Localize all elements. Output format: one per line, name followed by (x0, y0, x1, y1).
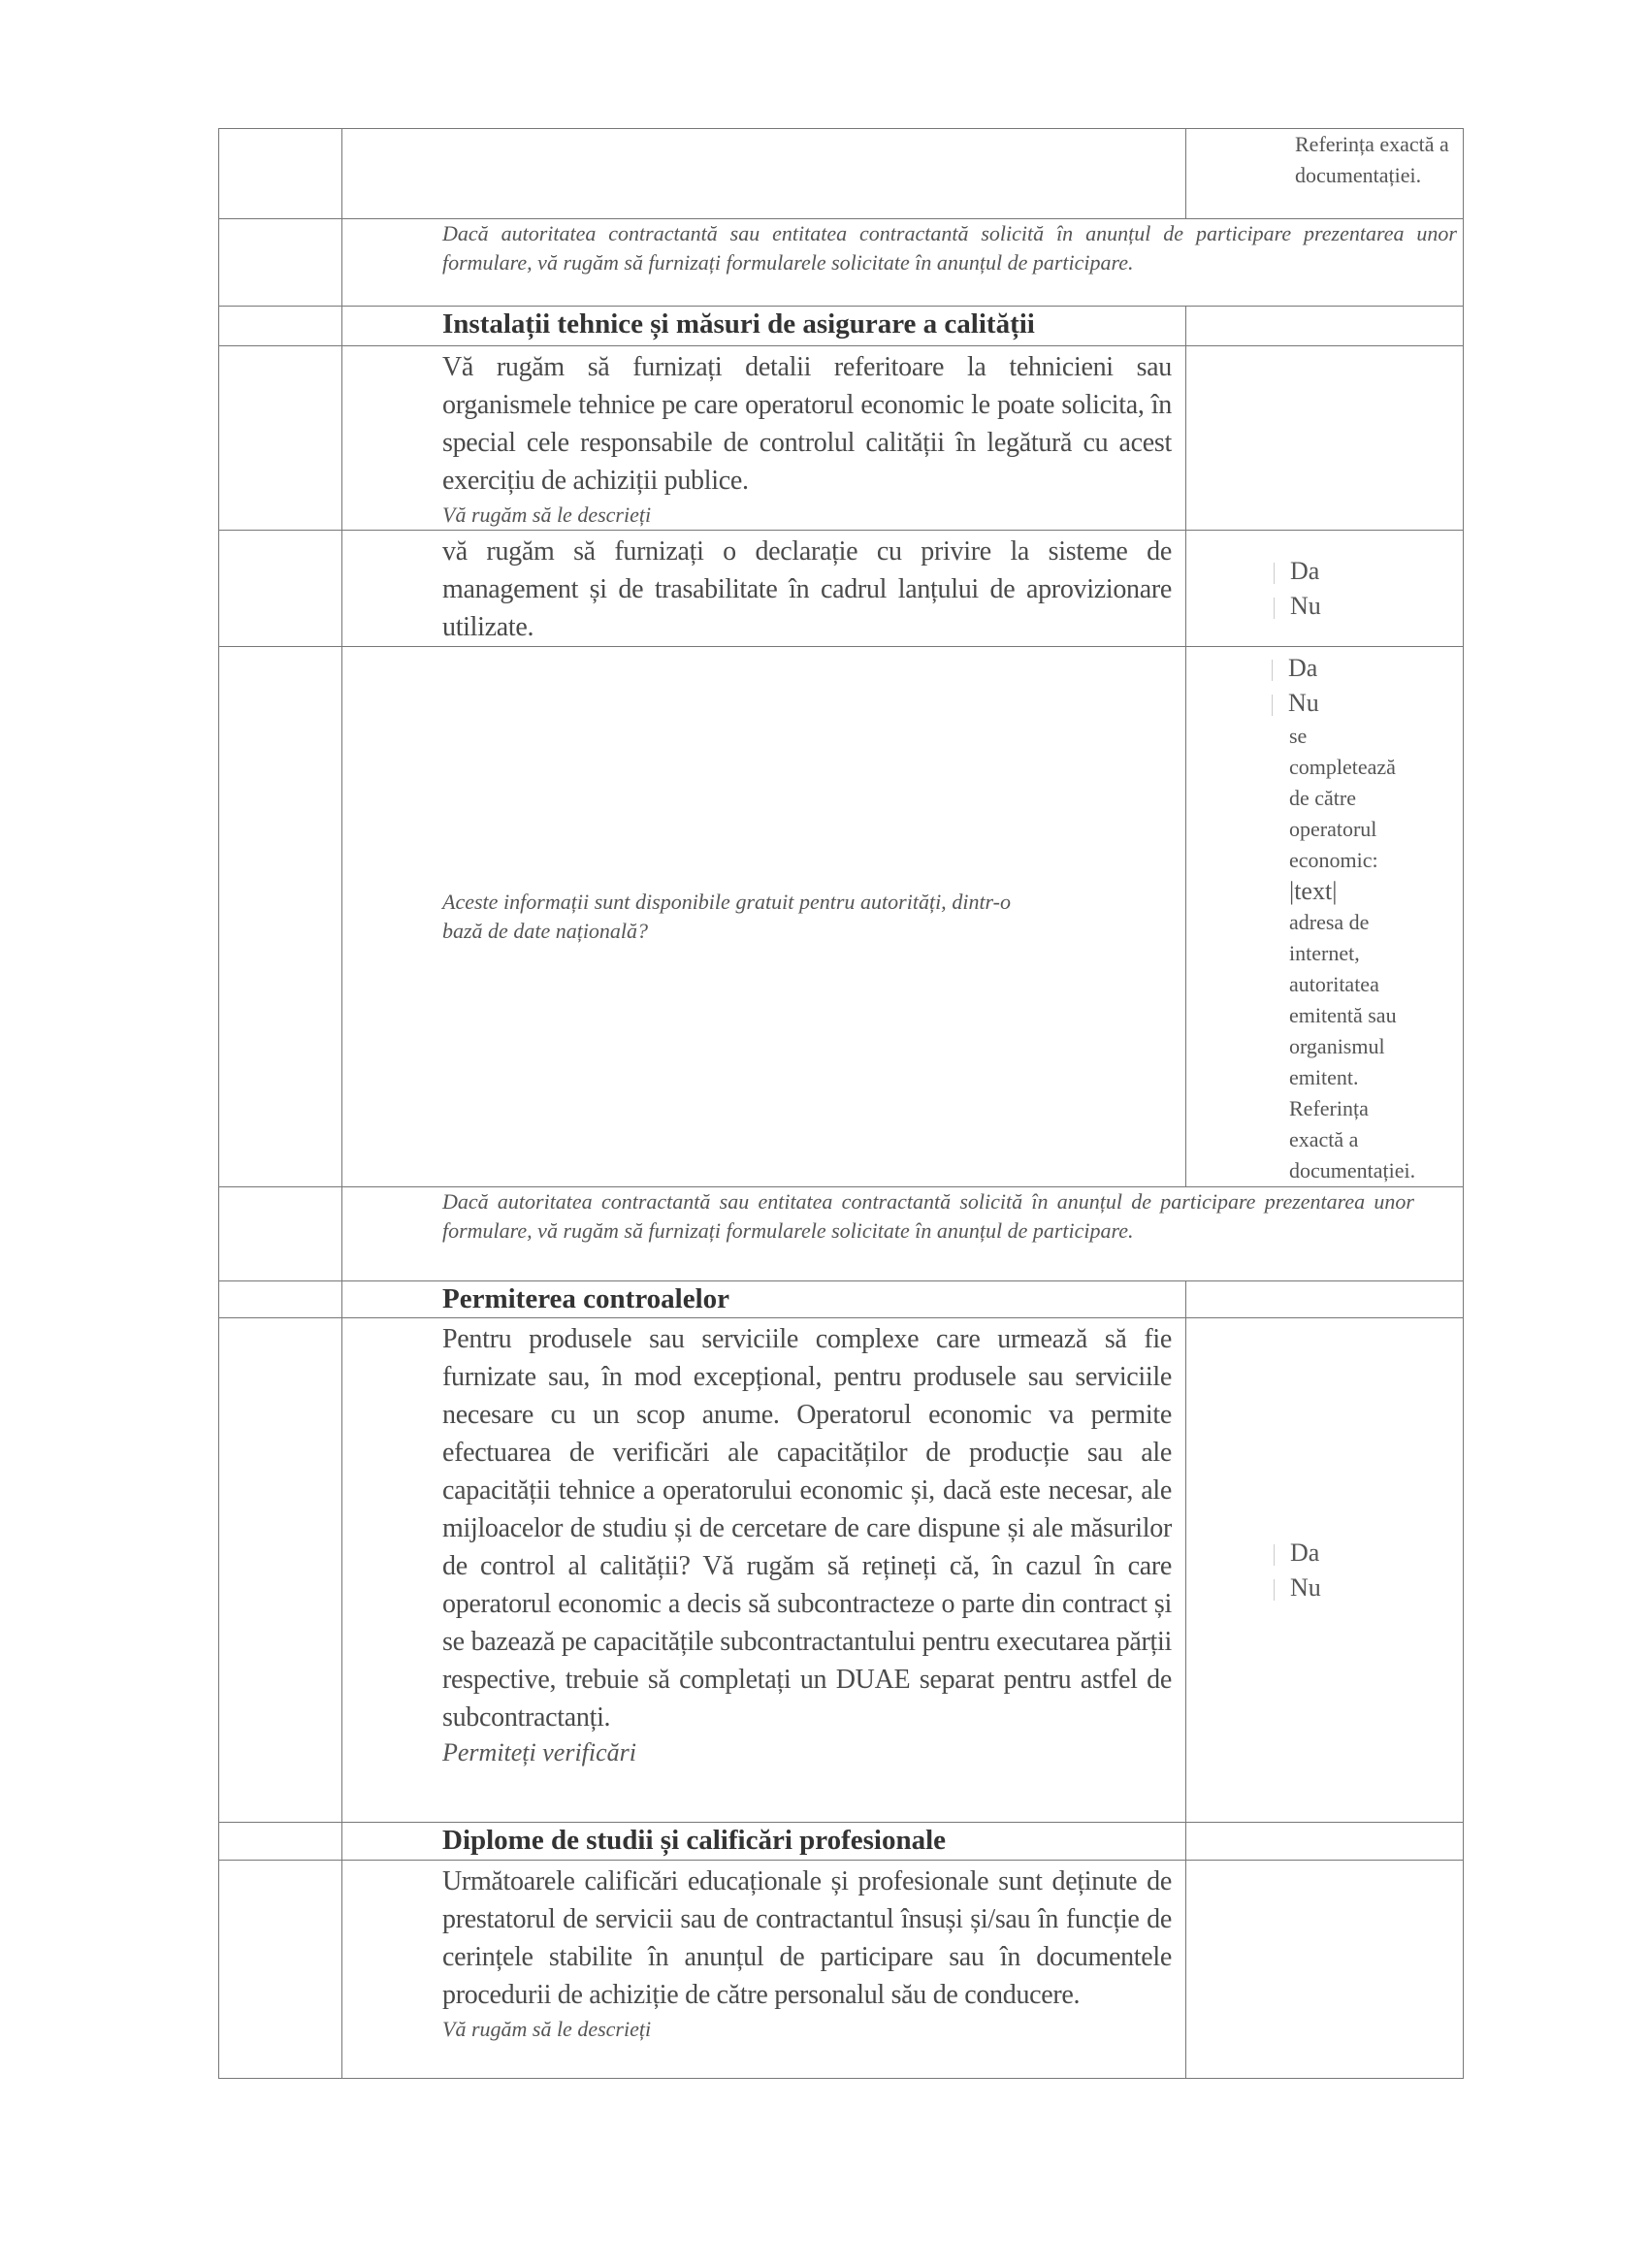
option-no[interactable]: Nu (1186, 589, 1463, 624)
exact-reference: Referința exactă a documentației. (1295, 132, 1449, 187)
option-no[interactable]: Nu (1186, 686, 1463, 721)
forms-note: Dacă autoritatea contractantă sau entitatea contractantă solicită în anunțul de participare prezentarea unor formulare, vă rugăm să furnizați formularele solicitate în anunțul de participare. (442, 221, 1457, 275)
technicians-answer[interactable] (1186, 346, 1464, 531)
section-title: Diplome de studii și calificări profesionale (442, 1825, 947, 1856)
section-title: Instalații tehnice și măsuri de asigurare a calității (442, 308, 1035, 340)
checks-hint: Permiteți verificări (442, 1738, 637, 1766)
forms-note: Dacă autoritatea contractantă sau entitatea contractantă solicită în anunțul de participare prezentarea unor formulare, vă rugăm să furnizați formularele solicitate în anunțul de participare. (442, 1189, 1414, 1243)
option-no[interactable]: Nu (1186, 1571, 1463, 1605)
section-title: Permiterea controalelor (442, 1283, 730, 1314)
technicians-question: Vă rugăm să furnizați detalii referitoare la tehnicieni sau organismele tehnice pe care operatorul economic le poate solicita, în special cele responsabile de controlul calității în legătură cu acest exercițiu de achiziții publice. (442, 352, 1172, 496)
diplomas-hint: Vă rugăm să le descrieți (442, 2017, 652, 2041)
option-yes[interactable]: Da (1186, 1536, 1463, 1571)
checkbox-icon (1272, 660, 1286, 681)
technicians-hint: Vă rugăm să le descrieți (442, 502, 652, 527)
management-question: vă rugăm să furnizați o declarație cu privire la sisteme de management și de trasabilitate în cadrul lanțului de aprovizionare utilizate. (442, 536, 1172, 642)
database-question: Aceste informații sunt disponibile gratuit pentru autorități, dintr-o bază de date națională? (442, 890, 1011, 943)
form-table (218, 128, 1464, 2079)
checkbox-icon (1274, 598, 1288, 619)
option-yes[interactable]: Da (1186, 651, 1463, 686)
checkbox-icon (1272, 695, 1286, 716)
checks-question: Pentru produsele sau serviciile complexe care urmează să fie furnizate sau, în mod excepțional, pentru produsele sau serviciile necesare cu un scop anume. Operatorul economic va permite efectuarea de verificări ale capacităților de producție sau ale capacității tehnice a operatorului economic și, dacă este necesar, ale mijloacelor de studiu și de cercetare de care dispune și ale măsurilor de control al calității? Vă rugăm să rețineți că, în cazul în care operatorul economic a decis să subcontracteze o parte din contract și se bazează pe capacitățile subcontractantului pentru executarea părții respective, trebuie să completați un DUAE separat pentru astfel de subcontractanți. (442, 1324, 1172, 1733)
checkbox-icon (1274, 1579, 1288, 1601)
checkbox-icon (1274, 1544, 1288, 1566)
diplomas-answer[interactable] (1186, 1861, 1464, 2079)
option-yes[interactable]: Da (1186, 554, 1463, 589)
diplomas-question: Următoarele calificări educaționale și profesionale sunt deținute de prestatorul de servicii sau de contractantul însuși și/sau în funcție de cerințele stabilite în anunțul de participare sau în documentele procedurii de achiziție de către personalul său de conducere. (442, 1866, 1172, 2010)
database-answer[interactable]: se completează de către operatorul economic: |text| adresa de internet, autoritatea emitentă sau organismul emitent. Referința exactă a documentației. (1289, 724, 1416, 1183)
checkbox-icon (1274, 563, 1288, 584)
